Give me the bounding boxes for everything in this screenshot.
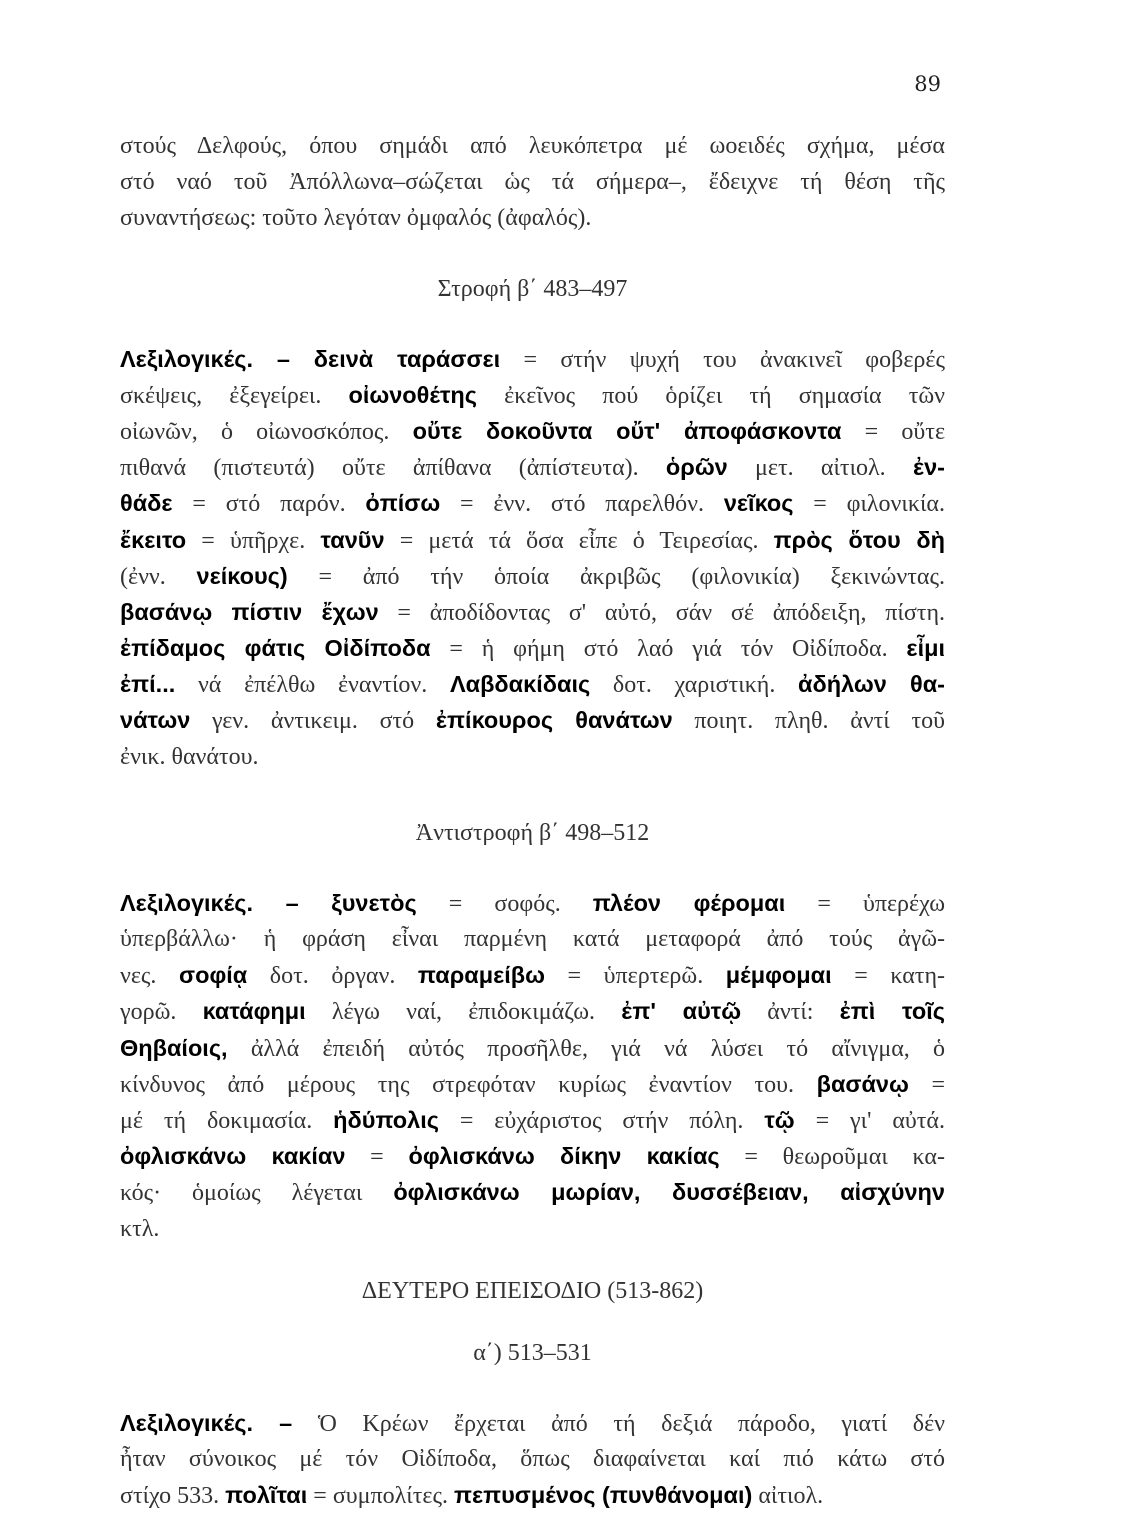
text-line bbox=[120, 377, 945, 413]
gloss-text: σκέψεις, ἐξεγείρει. bbox=[120, 382, 349, 409]
gloss-text: = ἐνν. στό παρελθόν. bbox=[440, 491, 724, 518]
heading-strophe-b: Στροφή β΄ 483–497 bbox=[437, 275, 628, 302]
lexical-notes-strophe bbox=[120, 341, 945, 775]
gloss-text: = στό παρόν. bbox=[172, 491, 366, 518]
lemma-term: ἐπ' αὐτῷ bbox=[621, 998, 742, 1025]
gloss-text: = ὑπερέχω bbox=[785, 890, 946, 917]
gloss-text: ἀλλά ἐπειδή αὐτός προσῆλθε, γιά νά λύσει τό αἴνιγμα, ὁ bbox=[227, 1035, 945, 1062]
gloss-text: μέ τή δοκιμασία. bbox=[120, 1107, 334, 1134]
lemma-term: πρὸς ὅτου δὴ bbox=[773, 526, 945, 553]
gloss-text: = ἡ φήμη στό λαό γιά τόν Οἰδίποδα. bbox=[430, 636, 907, 663]
lemma-term: ἐπί... bbox=[120, 671, 176, 698]
gloss-text: = ἀπό τήν ὁποία ἀκριβῶς (φιλονικία) ξεκινώντας. bbox=[287, 563, 945, 590]
lemma-term: νάτων bbox=[120, 707, 191, 734]
text-line bbox=[120, 164, 945, 200]
gloss-text: (ἐνν. bbox=[120, 563, 197, 590]
text-line bbox=[120, 1174, 945, 1210]
gloss-text: = bbox=[345, 1144, 409, 1171]
text-line bbox=[120, 594, 945, 630]
lemma-term: μέμφομαι bbox=[725, 962, 832, 989]
lexical-notes-episode bbox=[120, 1405, 945, 1514]
gloss-text: δοτ. ὀργαν. bbox=[247, 963, 418, 990]
gloss-text: κίνδυνος ἀπό μέρους της στρεφόταν κυρίως ἐναντίον του. bbox=[120, 1071, 817, 1098]
text-line bbox=[120, 739, 945, 775]
lemma-term: παραμείβω bbox=[417, 962, 545, 989]
intro-paragraph bbox=[120, 128, 945, 237]
lemma-term: Λαβδακίδαις bbox=[449, 671, 591, 698]
gloss-text: στούς Δελφούς, όπου σημάδι από λευκόπετρα μέ ωοειδές σχήμα, μέσα bbox=[120, 133, 945, 159]
gloss-text: = εὐχάριστος στήν πόλη. bbox=[438, 1107, 765, 1134]
page-number: 89 bbox=[914, 72, 941, 96]
text-line bbox=[120, 485, 945, 521]
gloss-text: = συμπολίτες. bbox=[307, 1483, 454, 1510]
lemma-term: ὀπίσω bbox=[365, 490, 441, 517]
gloss-text: = σοφός. bbox=[416, 890, 593, 917]
lemma-term: νείκους) bbox=[196, 562, 288, 589]
heading-subsection-a: α΄) 513–531 bbox=[473, 1339, 592, 1366]
gloss-text: = ἀποδίδοντας σ' αὐτό, σάν σέ ἀπόδειξη, πίστη. bbox=[378, 599, 946, 626]
lemma-term: ὁρῶν bbox=[665, 454, 728, 481]
gloss-text: = θεωροῦμαι κα- bbox=[719, 1144, 945, 1171]
text-line bbox=[120, 957, 945, 993]
lemma-term: πεπυσμένος (πυνθάνομαι) bbox=[453, 1482, 753, 1509]
gloss-text: μετ. αἰτιολ. bbox=[727, 455, 913, 482]
text-line bbox=[120, 993, 945, 1029]
gloss-text: στίχο 533. bbox=[120, 1483, 226, 1510]
gloss-text: = ὑπῆρχε. bbox=[186, 527, 321, 554]
lemma-term: τανῦν bbox=[320, 526, 385, 553]
lemma-term: ἡδύπολις bbox=[333, 1106, 439, 1133]
heading-second-episode: ΔΕΥΤΕΡΟ ΕΠΕΙΣΟΔΙΟ (513-862) bbox=[361, 1277, 704, 1304]
gloss-text: = bbox=[908, 1071, 945, 1098]
gloss-text: = μετά τά ὅσα εἶπε ὁ Τειρεσίας. bbox=[384, 527, 774, 554]
lemma-term: εἶμι bbox=[906, 635, 946, 662]
gloss-text: πιθανά (πιστευτά) οὔτε ἀπίθανα (ἀπίστευτα). bbox=[120, 455, 666, 482]
gloss-text: ἦταν σύνοικος μέ τόν Οἰδίποδα, ὅπως διαφαίνεται καί πιό κάτω στό bbox=[120, 1445, 945, 1472]
text-line bbox=[120, 1138, 945, 1174]
lemma-term: τῷ bbox=[764, 1106, 795, 1133]
text-line bbox=[120, 666, 945, 702]
lemma-term: νεῖκος bbox=[723, 490, 794, 517]
text-line bbox=[120, 341, 945, 377]
lemma-term: σοφίᾳ bbox=[179, 962, 248, 989]
text-line bbox=[120, 1211, 945, 1247]
lemma-term: ἐν- bbox=[912, 454, 945, 481]
gloss-text: στό ναό τοῦ Ἀπόλλωνα–σώζεται ὡς τά σήμερα–, ἔδειχνε τή θέση τῆς bbox=[120, 169, 945, 196]
lemma-term: ὀφλισκάνω μωρίαν, δυσσέβειαν, αἰσχύνην bbox=[393, 1179, 945, 1206]
lemma-term: ἐπὶ τοῖς bbox=[839, 998, 945, 1025]
gloss-text: ἐνικ. θανάτου. bbox=[120, 743, 259, 770]
gloss-text: γορῶ. bbox=[120, 999, 203, 1026]
lemma-term: Λεξιλογικές. – bbox=[120, 1409, 293, 1436]
lemma-term: ἔκειτο bbox=[120, 526, 187, 553]
gloss-text: γεν. ἀντικειμ. στό bbox=[190, 708, 436, 735]
text-line bbox=[120, 1030, 945, 1066]
lemma-term: ἐπίκουρος θανάτων bbox=[435, 707, 673, 734]
text-line bbox=[120, 449, 945, 485]
gloss-text: ἀντί: bbox=[741, 999, 840, 1026]
text-line bbox=[120, 1477, 945, 1513]
gloss-text: ποιητ. πληθ. ἀντί τοῦ bbox=[672, 708, 945, 735]
lemma-term: βασάνῳ πίστιν ἔχων bbox=[120, 598, 379, 625]
gloss-text: αἰτιολ. bbox=[752, 1483, 824, 1510]
gloss-text: = φιλονικία. bbox=[793, 491, 945, 518]
lemma-term: Λεξιλογικές. – δεινὰ ταράσσει bbox=[120, 345, 501, 372]
text-line bbox=[120, 630, 945, 666]
lemma-term: πολῖται bbox=[225, 1482, 308, 1509]
lemma-term: θάδε bbox=[120, 490, 173, 517]
gloss-text: λέγω ναί, ἐπιδοκιμάζω. bbox=[305, 999, 622, 1026]
text-line bbox=[120, 200, 945, 236]
lemma-term: οἰωνοθέτης bbox=[348, 381, 478, 408]
text-line bbox=[120, 522, 945, 558]
lemma-term: Λεξιλογικές. – ξυνετὸς bbox=[120, 889, 417, 916]
text-line bbox=[120, 558, 945, 594]
text-line bbox=[120, 1405, 945, 1441]
lexical-notes-antistrophe bbox=[120, 885, 945, 1247]
text-line bbox=[120, 413, 945, 449]
gloss-text: = οὔτε bbox=[841, 418, 946, 445]
gloss-text: κτλ. bbox=[120, 1215, 160, 1242]
gloss-text: οἰωνῶν, ὁ οἰωνοσκόπος. bbox=[120, 418, 413, 445]
gloss-text: δοτ. χαριστική. bbox=[590, 672, 799, 699]
heading-antistrophe-b: Ἀντιστροφή β΄ 498–512 bbox=[415, 819, 650, 846]
lemma-term: ἀδήλων θα- bbox=[798, 671, 945, 698]
lemma-term: πλέον φέρομαι bbox=[592, 889, 786, 916]
gloss-text: = γι' αὐτά. bbox=[794, 1107, 945, 1134]
lemma-term: κατάφημι bbox=[202, 998, 306, 1025]
gloss-text: ἐκεῖνος πού ὁρίζει τή σημασία τῶν bbox=[477, 382, 945, 409]
text-line bbox=[120, 921, 945, 957]
text-line bbox=[120, 1441, 945, 1477]
text-line bbox=[120, 885, 945, 921]
gloss-text: κός· ὁμοίως λέγεται bbox=[120, 1180, 394, 1207]
page-body bbox=[120, 128, 945, 1513]
gloss-text: ὑπερβάλλω· ἡ φράση εἶναι παρμένη κατά μεταφορά ἀπό τούς ἀγῶ- bbox=[120, 926, 945, 952]
lemma-term: βασάνῳ bbox=[816, 1070, 909, 1097]
text-line bbox=[120, 1102, 945, 1138]
lemma-term: οὔτε δοκοῦντα οὔτ' ἀποφάσκοντα bbox=[412, 417, 842, 444]
lemma-term: ὀφλισκάνω κακίαν bbox=[120, 1143, 346, 1170]
text-line bbox=[120, 702, 945, 738]
lemma-term: ὀφλισκάνω δίκην κακίας bbox=[408, 1143, 720, 1170]
gloss-text: = στήν ψυχή του ἀνακινεῖ φοβερές bbox=[500, 346, 945, 373]
gloss-text: συναντήσεως: τοῦτο λεγόταν ὀμφαλός (ἀφαλός). bbox=[120, 205, 592, 232]
gloss-text: Ὁ Κρέων ἔρχεται ἀπό τή δεξιά πάροδο, γιατί δέν bbox=[292, 1410, 945, 1437]
gloss-text: νά ἐπέλθω ἐναντίον. bbox=[175, 672, 450, 699]
gloss-text: = ὑπερτερῶ. bbox=[544, 963, 726, 990]
text-line bbox=[120, 128, 945, 164]
lemma-term: ἐπίδαμος φάτις Οἰδίποδα bbox=[120, 635, 431, 662]
text-line bbox=[120, 1066, 945, 1102]
lemma-term: Θηβαίοις, bbox=[120, 1034, 228, 1061]
gloss-text: νες. bbox=[120, 963, 180, 990]
gloss-text: = κατη- bbox=[831, 963, 945, 990]
